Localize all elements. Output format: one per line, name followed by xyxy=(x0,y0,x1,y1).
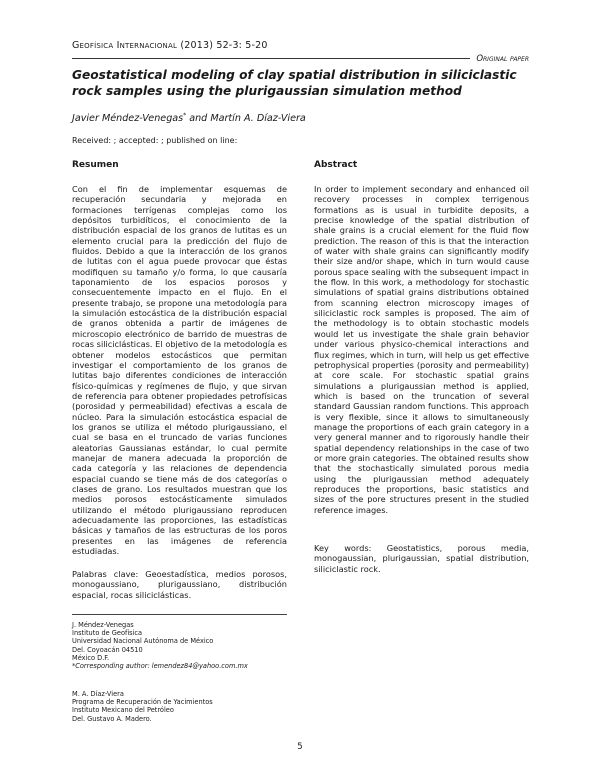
author-line xyxy=(72,112,306,124)
resumen-heading: Resumen xyxy=(72,160,119,170)
footnote-divider xyxy=(72,614,287,615)
palabras-clave: Palabras clave: Geoestadística, medios porosos, monogaussiano, plurigaussiano, distribución espacial, rocas siliciclásticas. xyxy=(72,569,287,600)
affil2-name: M. A. Díaz-Viera xyxy=(72,690,124,698)
affil2-inst1: Programa de Recuperación de Yacimientos xyxy=(72,698,213,707)
affiliation-2 xyxy=(72,690,302,723)
author-2: and Martín A. Díaz-Viera xyxy=(186,113,306,125)
affil1-address: Del. Coyoacán 04510 xyxy=(72,645,143,654)
paper-type-label: Original paper xyxy=(470,54,529,64)
affil1-name: J. Méndez-Venegas xyxy=(72,621,134,629)
abstract-body xyxy=(314,184,529,515)
received-dates: Received: ; accepted: ; published on line: xyxy=(72,136,238,145)
affiliation-1 xyxy=(72,621,302,670)
resumen-paragraph: Con el fin de implementar esquemas de recuperación secundaria y mejorada en formaciones terrígenas complejas como los depósitos turbidíticos, el conocimiento de la distribución espacial de los granos de lutitas es un elemento crucial para la predicción del flujo de fluidos. Debido a que la interacción de los granos de lutitas con el agua puede provocar que éstas modifiquen su tamaño y/o forma, lo que causaría taponamiento de los espacios porosos y consecuentemente impacto en el flujo. En el presente trabajo, se propone una metodología para la simulación estocástica de la distribución espacial de granos obtenida a partir de imágenes de microscopio electrónico de barrido de muestras de rocas siliciclásticas. El objetivo de la metodología es obtener modelos estocásticos que permitan investigar el comportamiento de los granos de lutitas bajo diferentes condiciones de interacción físico-químicas y regímenes de flujo, y que sirvan de referencia para obtener propiedades petrofísicas (porosidad y permeabilidad) efectivas a escala de núcleo. Para la simulación estocástica espacial de los granos se utiliza el método plurigaussiano, el cual se basa en el truncado de varias funciones aleatorias Gaussianas estándar, lo cual permite manejar de manera adecuada la proporción de cada categoría y las relaciones de dependencia espacial cuando se tiene más de dos categorías o clases de grano. Los resultados muestran que los medios porosos estocásticamente simulados utilizando el método plurigaussiano reproducen adecuadamente las proporciones, las estadísticas básicas y tamaños de las estructuras de los poros presentes en las imágenes de referencia estudiadas. xyxy=(72,184,287,557)
affil1-inst2: Universidad Nacional Autónoma de México xyxy=(72,637,214,646)
affil1-inst1: Instituto de Geofísica xyxy=(72,629,143,638)
journal-name: Geofísica Internacional xyxy=(72,40,178,51)
abstract-paragraph: In order to implement secondary and enhanced oil recovery processes in complex terrigenous formations as is usual in turbidite deposits, a precise knowledge of the spatial distribution of shale grains is a crucial element for the fluid flow prediction. The reason of this is that the interaction of water with shale grains can significantly modify their size and/or shape, which in turn would cause porous space sealing with the subsequent impact in the flow. In this work, a methodology for stochastic simulations of spatial grains distributions obtained from scanning electron microscopy images of siliciclastic rock samples is proposed. The aim of the methodology is to obtain stochastic models would let us investigate the shale grain behavior under various physico-chemical interactions and flux regimes, which in turn, will help us get effective petrophysical properties (porosity and permeability) at core scale. For stochastic spatial grains simulations a plurigaussian method is applied, which is based on the truncation of several standard Gaussian random functions. This approach is very flexible, since it allows to simultaneously manage the proportions of each grain category in a very general manner and to rigorously handle their spatial dependency relationships in the case of two or more grain categories. The obtained results show that the stochastically simulated porous media using the plurigaussian method adequately reproduces the proportions, basic statistics and sizes of the pore structures present in the studied reference images. xyxy=(314,184,529,515)
article-title: Geostatistical modeling of clay spatial distribution in siliciclastic rock samples using the plurigaussian simulation method xyxy=(72,68,517,98)
affil2-address: Del. Gustavo A. Madero. xyxy=(72,714,152,723)
corresponding-mark: * xyxy=(183,112,187,119)
corresponding-email: *Corresponding author: lemendez84@yahoo.com.mx xyxy=(72,662,248,671)
journal-header xyxy=(72,40,268,51)
resumen-body xyxy=(72,184,287,556)
page-number: 5 xyxy=(297,742,303,752)
key-words: Key words: Geostatistics, porous media, monogaussian, plurigaussian, spatial distribution, siliciclastic rock. xyxy=(314,543,529,574)
volume-info: (2013) 52-3: 5-20 xyxy=(180,40,268,51)
abstract-heading: Abstract xyxy=(314,160,358,170)
affil2-inst2: Instituto Mexicano del Petróleo xyxy=(72,706,174,715)
affil1-city: México D.F. xyxy=(72,653,110,662)
header-rule xyxy=(72,58,529,59)
author-1: Javier Méndez-Venegas xyxy=(72,113,184,125)
